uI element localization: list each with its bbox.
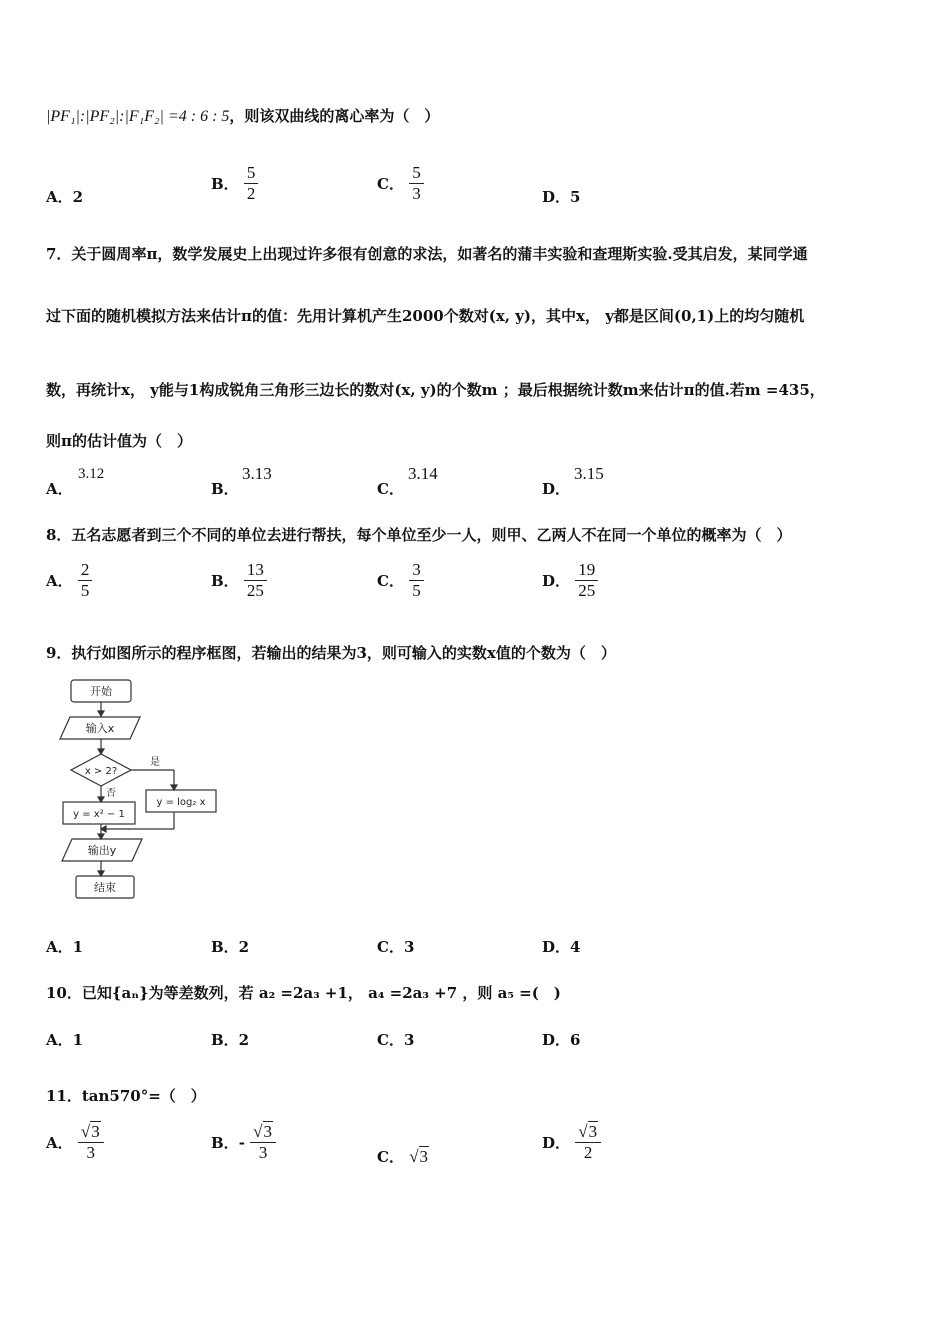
q11-option-b: B．- $\frac{√3}{3}$ bbox=[211, 1122, 276, 1163]
flow-yes-label: 是 bbox=[150, 757, 160, 768]
q7-line-2: 过下面的随机模拟方法来估计π的值：先用计算机产生2000个数对(x, y)，其中x， y都是区间(0,1)上的均匀随机 bbox=[46, 307, 805, 325]
q6-formula: |PF₁|:|PF₂|:|F₁F₂| =4 : 6 : 5 bbox=[46, 108, 230, 125]
flow-condition-label: x > 2? bbox=[84, 766, 118, 777]
q10-stem: 10．已知{aₙ}为等差数列，若 a₂ =2a₃ +1， a₄ =2a₃ +7 ，则 a₅ =( ) bbox=[46, 984, 561, 1002]
flow-no-box-label: y = x² − 1 bbox=[73, 809, 125, 820]
q9-flowchart bbox=[50, 675, 240, 905]
q7-option-b: B． bbox=[211, 480, 239, 498]
q7-option-d-value: 3.15 bbox=[574, 464, 604, 483]
q9-option-a: A．1 bbox=[46, 938, 84, 956]
q8-option-d: D． $\frac{19}{25}$ bbox=[542, 560, 598, 601]
q11-stem: 11．tan570°=（ ） bbox=[46, 1087, 206, 1105]
flow-yes-box-label: y = log₂ x bbox=[156, 797, 206, 808]
q6-option-a: A．2 bbox=[46, 188, 84, 206]
q6-tail: ，则该双曲线的离心率为（ ） bbox=[229, 107, 440, 125]
q11-option-c: C． √3 bbox=[377, 1147, 429, 1166]
q6-option-b: B． $\frac{5}{2}$ bbox=[211, 163, 258, 204]
flow-input-label: 输入x bbox=[85, 722, 115, 735]
q7-option-c-value: 3.14 bbox=[408, 464, 438, 483]
q7-line-1: 7．关于圆周率π，数学发展史上出现过许多很有创意的求法，如著名的蒲丰实验和查理斯实验.受其启发，某同学通 bbox=[46, 245, 808, 263]
q11-option-d: D． $\frac{√3}{2}$ bbox=[542, 1122, 601, 1163]
q7-option-a-value: 3.12 bbox=[78, 466, 105, 482]
q9-option-d: D．4 bbox=[542, 938, 581, 956]
q7-line-4: 则π的估计值为（ ） bbox=[46, 432, 192, 450]
q8-option-b: B． $\frac{13}{25}$ bbox=[211, 560, 267, 601]
flow-start-label: 开始 bbox=[90, 685, 112, 698]
q6-option-d: D．5 bbox=[542, 188, 581, 206]
q7-option-b-value: 3.13 bbox=[242, 464, 272, 483]
q7-option-a: A． bbox=[46, 480, 73, 498]
q10-option-d: D．6 bbox=[542, 1031, 581, 1049]
flow-end-label: 结束 bbox=[94, 881, 116, 894]
q6-option-c: C． $\frac{5}{3}$ bbox=[377, 163, 424, 204]
q7-option-c: C． bbox=[377, 480, 404, 498]
q7-line-3: 数，再统计x， y能与1构成锐角三角形三边长的数对(x, y)的个数m ；最后根据统计数m来估计π的值.若m =435， bbox=[46, 381, 825, 399]
q9-stem: 9．执行如图所示的程序框图，若输出的结果为3，则可输入的实数x值的个数为（ ） bbox=[46, 644, 616, 662]
q10-option-c: C．3 bbox=[377, 1031, 415, 1049]
q8-option-a: A． $\frac{2}{5}$ bbox=[46, 560, 92, 601]
q9-option-b: B．2 bbox=[211, 938, 250, 956]
q7-option-d: D． bbox=[542, 480, 571, 498]
q10-option-a: A．1 bbox=[46, 1031, 84, 1049]
flow-output-label: 输出y bbox=[87, 844, 117, 857]
q10-option-b: B．2 bbox=[211, 1031, 250, 1049]
q9-option-c: C．3 bbox=[377, 938, 415, 956]
q8-stem: 8．五名志愿者到三个不同的单位去进行帮扶，每个单位至少一人，则甲、乙两人不在同一个单位的概率为（ ） bbox=[46, 526, 792, 544]
q11-option-a: A． $\frac{√3}{3}$ bbox=[46, 1122, 104, 1163]
q6-stem bbox=[46, 106, 439, 127]
q8-option-c: C． $\frac{3}{5}$ bbox=[377, 560, 424, 601]
flow-no-label: 否 bbox=[106, 788, 116, 799]
